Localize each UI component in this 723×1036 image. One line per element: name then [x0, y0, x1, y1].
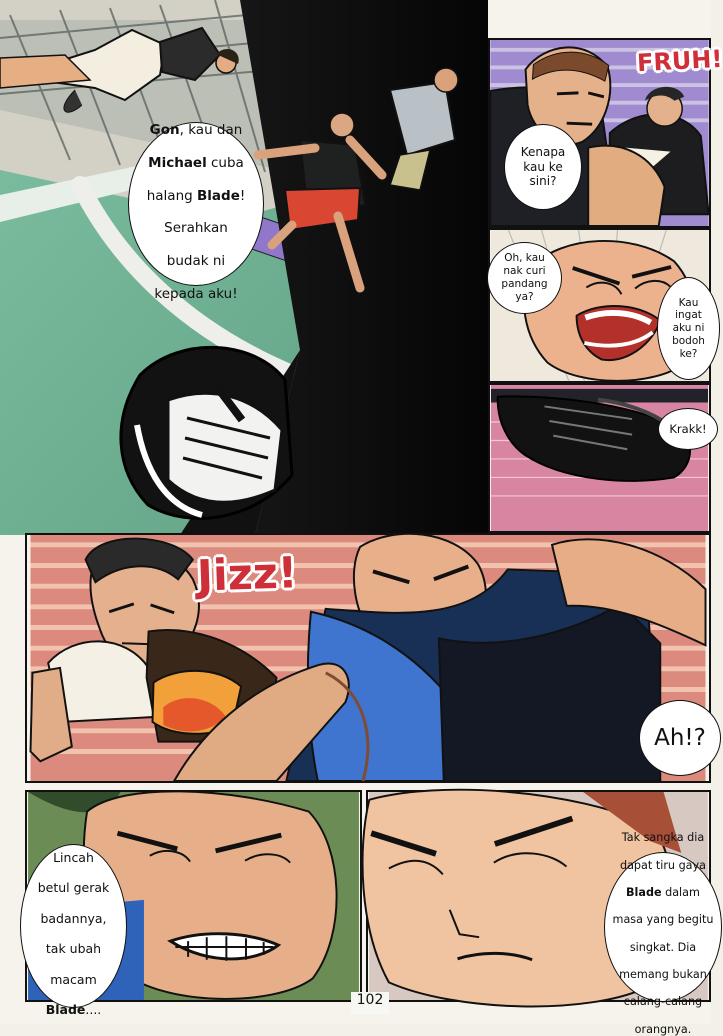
krakk-sound-bubble: Krakk! — [658, 408, 718, 450]
bottom-right-speech-bubble: Tak sangka dia dapat tiru gaya Blade dalam masa yang begitu singkat. Dia memang bukan calang-calang orangnya. — [604, 852, 722, 1002]
jizz-sound-effect: Jizz! — [196, 548, 299, 602]
surprised-speech-bubble: Ah!? — [639, 700, 721, 776]
top-right-panel — [488, 38, 723, 228]
angry-face-panel — [488, 228, 711, 383]
court-action-panel — [0, 0, 488, 535]
do-you-think-i-am-stupid-bubble: Kau ingat aku ni bodoh ke? — [657, 277, 720, 380]
bottom-left-speech-bubble: Lincah betul gerak badannya, tak ubah macam Blade.... — [20, 844, 127, 1008]
fruh-sound-effect: FRUH! — [636, 44, 723, 78]
middle-confrontation-art — [27, 535, 709, 781]
top-right-speech-bubble: Kenapa kau ke sini? — [504, 124, 582, 210]
foreground-sneaker — [121, 347, 292, 518]
shoe-closeup-art — [490, 385, 709, 531]
page-number: 102 — [351, 992, 389, 1014]
bottom-left-panel — [25, 790, 362, 1018]
shoe-closeup-panel — [488, 383, 711, 533]
court-speech-bubble: Gon, kau dan Michael cuba halang Blade! Serahkan budak ni kepada aku! — [128, 122, 264, 286]
curious-look-speech-bubble: Oh, kau nak curi pandang ya? — [487, 242, 562, 314]
middle-confrontation-panel — [25, 533, 711, 783]
